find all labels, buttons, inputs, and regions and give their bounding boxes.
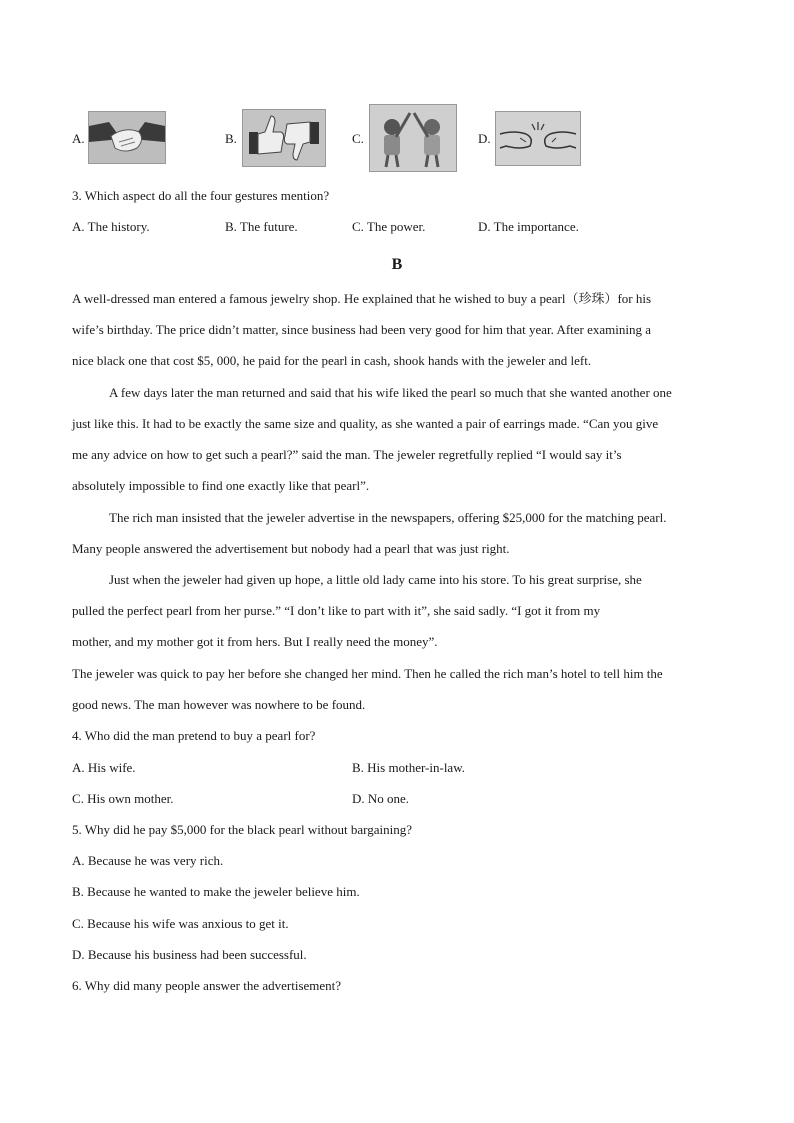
- q5-option-a[interactable]: A. Because he was very rich.: [72, 853, 224, 868]
- q3-option-b[interactable]: B. The future.: [225, 219, 298, 234]
- high-five-icon: [369, 104, 457, 172]
- passage-line: pulled the perfect pearl from her purse.” “I don’t like to part with it”, she said sadly. “I got it from my: [72, 603, 601, 618]
- option-a-letter: A.: [72, 131, 85, 146]
- q5-option-c[interactable]: C. Because his wife was anxious to get it.: [72, 916, 289, 931]
- passage-line: A few days later the man returned and said that his wife liked the pearl so much that she wanted another one: [109, 385, 672, 400]
- passage-line: mother, and my mother got it from hers. But I really need the money”.: [72, 634, 438, 649]
- passage-line: The jeweler was quick to pay her before she changed her mind. Then he called the rich man’s hotel to tell him the: [72, 666, 663, 681]
- option-c-letter: C.: [352, 131, 364, 146]
- handshake-icon: [88, 111, 166, 164]
- passage-line: A well-dressed man entered a famous jewelry shop. He explained that he wished to buy a pearl（珍珠）for his: [72, 291, 652, 306]
- passage-line: Many people answered the advertisement but nobody had a pearl that was just right.: [72, 541, 510, 556]
- question-3: 3. Which aspect do all the four gestures mention?: [72, 188, 330, 203]
- fist-bump-icon: [495, 111, 581, 166]
- passage-line: absolutely impossible to find one exactly like that pearl”.: [72, 478, 370, 493]
- question-6: 6. Why did many people answer the advertisement?: [72, 978, 342, 993]
- q3-option-a[interactable]: A. The history.: [72, 219, 150, 234]
- passage-line: nice black one that cost $5, 000, he paid for the pearl in cash, shook hands with the jeweler and left.: [72, 353, 592, 368]
- q3-option-d[interactable]: D. The importance.: [478, 219, 579, 234]
- passage-line: The rich man insisted that the jeweler advertise in the newspapers, offering $25,000 for the matching pearl.: [109, 510, 667, 525]
- passage-line: me any advice on how to get such a pearl?” said the man. The jeweler regretfully replied “I would say it’s: [72, 447, 622, 462]
- question-4: 4. Who did the man pretend to buy a pearl for?: [72, 728, 316, 743]
- passage-line: good news. The man however was nowhere to be found.: [72, 697, 366, 712]
- option-d-letter: D.: [478, 131, 491, 146]
- q5-option-b[interactable]: B. Because he wanted to make the jeweler believe him.: [72, 884, 360, 899]
- passage-line: wife’s birthday. The price didn’t matter, since business had been very good for him that year. After examining a: [72, 322, 652, 337]
- q4-option-b[interactable]: B. His mother-in-law.: [352, 760, 465, 775]
- section-title: B: [391, 256, 403, 273]
- q4-option-c[interactable]: C. His own mother.: [72, 791, 174, 806]
- question-5: 5. Why did he pay $5,000 for the black pearl without bargaining?: [72, 822, 412, 837]
- q4-option-a[interactable]: A. His wife.: [72, 760, 136, 775]
- q5-option-d[interactable]: D. Because his business had been successful.: [72, 947, 307, 962]
- option-b-letter: B.: [225, 131, 237, 146]
- thumbs-up-down-icon: [242, 109, 326, 167]
- q4-option-d[interactable]: D. No one.: [352, 791, 410, 806]
- q3-option-c[interactable]: C. The power.: [352, 219, 426, 234]
- passage-line: just like this. It had to be exactly the same size and quality, as she wanted a pair of earrings made. “Can you give: [72, 416, 659, 431]
- passage-line: Just when the jeweler had given up hope, a little old lady came into his store. To his great surprise, she: [109, 572, 642, 587]
